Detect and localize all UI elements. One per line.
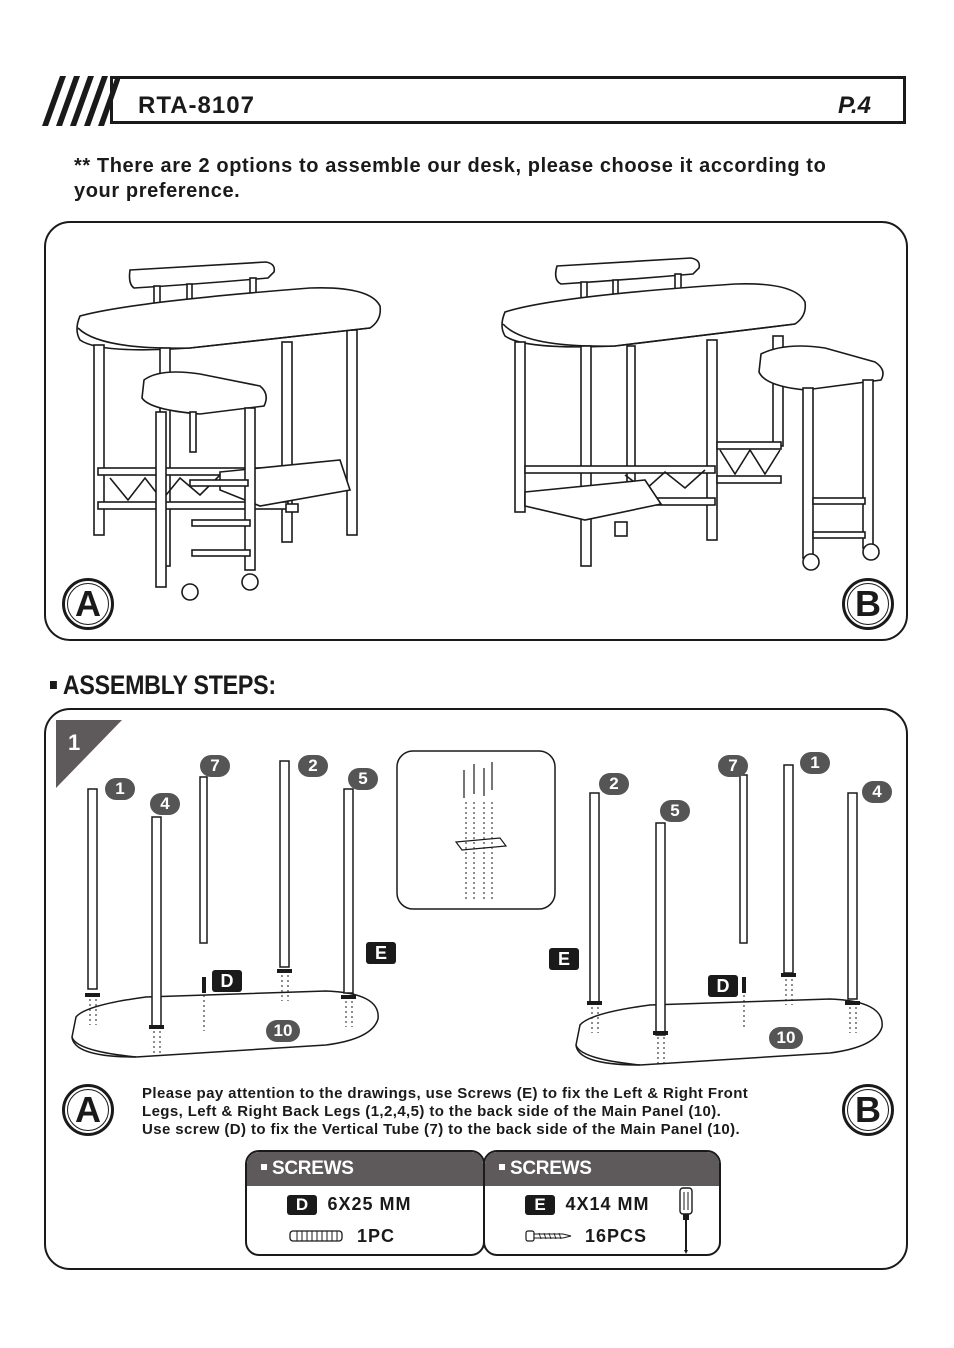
step-option-a-badge <box>62 1084 114 1136</box>
model-number: RTA-8107 <box>138 92 255 119</box>
desk-option-a-illustration <box>70 250 390 610</box>
screw-e-size: 4X14 MM <box>565 1194 650 1214</box>
screw-box-d-title: SCREWS <box>272 1158 354 1179</box>
screw-box-e <box>483 1150 721 1256</box>
heading-bullet-icon <box>50 681 57 689</box>
option-a-badge <box>62 578 114 630</box>
screw-d-code: D <box>287 1195 317 1215</box>
desk-option-b-illustration <box>495 250 895 580</box>
screw-box-e-title: SCREWS <box>510 1158 592 1179</box>
instruction-line: Use screw (D) to fix the Vertical Tube (7) to the back side of the Main Panel (10). <box>142 1121 741 1138</box>
page-number: P.4 <box>838 92 871 119</box>
screw-d-qty: 1PC <box>357 1226 396 1246</box>
header-stripes-icon <box>40 74 120 128</box>
callout-b-leg-5: 5 <box>660 800 690 822</box>
callout-b-leg-2: 2 <box>599 773 629 795</box>
callout-b-screw-d: D <box>708 975 738 997</box>
screw-detail-inset <box>396 750 556 912</box>
callout-a-screw-d: D <box>212 970 242 992</box>
screwdriver-icon <box>675 1186 699 1256</box>
step-a-illustration <box>66 755 396 1065</box>
callout-a-panel-10: 10 <box>266 1020 300 1042</box>
callout-a-screw-e: E <box>366 942 396 964</box>
screw-e-code: E <box>525 1195 555 1215</box>
intro-note: ** There are 2 options to assemble our desk, please choose it according to your preference. <box>74 155 827 202</box>
callout-a-leg-5: 5 <box>348 768 378 790</box>
instruction-line: Please pay attention to the drawings, use Screws (E) to fix the Left & Right Front <box>142 1085 749 1102</box>
callout-b-screw-e: E <box>549 948 579 970</box>
step-instructions <box>142 1085 822 1139</box>
step-number: 1 <box>68 730 81 755</box>
callout-b-panel-10: 10 <box>769 1027 803 1049</box>
header-bullet-icon <box>261 1164 267 1170</box>
screw-d-size: 6X25 MM <box>327 1194 412 1214</box>
callout-a-leg-2: 2 <box>298 755 328 777</box>
callout-a-tube-7: 7 <box>200 755 230 777</box>
assembly-steps-heading <box>50 670 276 701</box>
screw-e-spec <box>525 1194 649 1215</box>
header-bullet-icon <box>499 1164 505 1170</box>
screw-e-qty: 16PCS <box>585 1226 648 1246</box>
callout-a-leg-1: 1 <box>105 778 135 800</box>
dowel-screw-icon <box>289 1229 345 1243</box>
screw-d-spec <box>287 1194 411 1215</box>
instruction-line: Legs, Left & Right Back Legs (1,2,4,5) to the back side of the Main Panel (10). <box>142 1103 722 1120</box>
option-b-badge <box>842 578 894 630</box>
option-b-letter: B <box>847 583 889 625</box>
wood-screw-icon <box>525 1229 573 1243</box>
step-b-illustration <box>570 755 890 1075</box>
callout-a-leg-4: 4 <box>150 793 180 815</box>
callout-b-leg-1: 1 <box>800 752 830 774</box>
option-a-letter: A <box>67 583 109 625</box>
callout-b-leg-4: 4 <box>862 781 892 803</box>
screw-box-d-header <box>247 1152 483 1186</box>
screw-box-e-header <box>485 1152 719 1186</box>
callout-b-tube-7: 7 <box>718 755 748 777</box>
step-option-b-letter: B <box>847 1089 889 1131</box>
screw-box-d <box>245 1150 485 1256</box>
step-option-a-letter: A <box>67 1089 109 1131</box>
step-option-b-badge <box>842 1084 894 1136</box>
assembly-steps-title: ASSEMBLY STEPS: <box>62 670 276 700</box>
